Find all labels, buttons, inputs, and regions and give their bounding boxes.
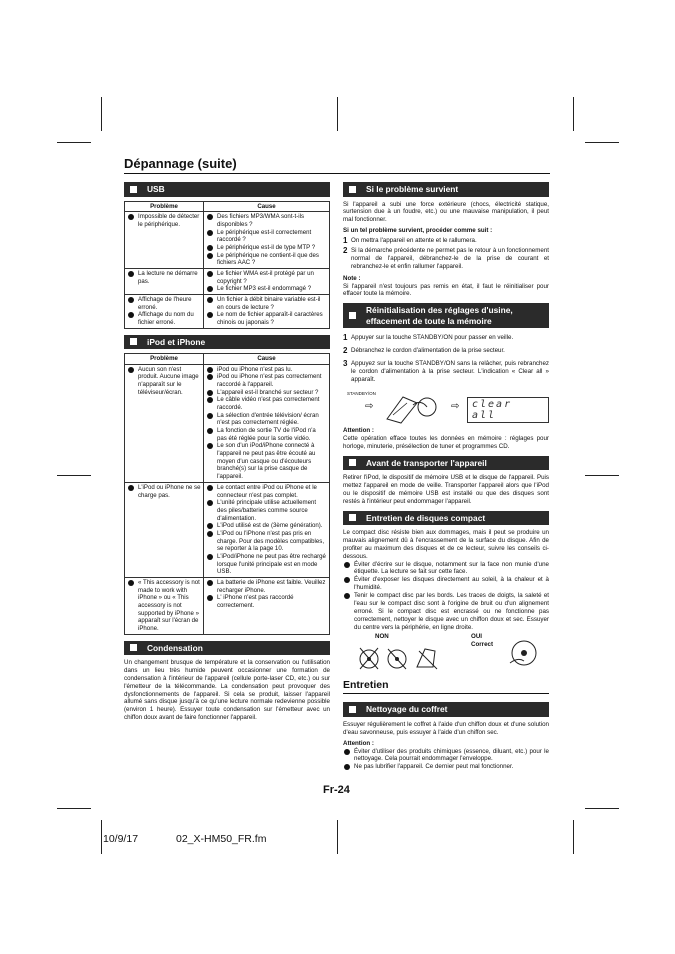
- cleaning-heading-text: Nettoyage du coffret: [366, 704, 448, 715]
- bullet-icon: [128, 214, 134, 220]
- problem-subheading: Si un tel problème survient, procéder comme suit :: [343, 227, 493, 235]
- usb-cause-item: [206, 285, 327, 293]
- ipod-cause-item: [206, 427, 327, 442]
- cleaning-attention-label: Attention :: [343, 739, 374, 747]
- bullet-icon: [128, 367, 134, 373]
- ipod-cause-text: Le câble vidéo n'est pas correctement raccordé.: [217, 396, 320, 412]
- condensation-heading-text: Condensation: [147, 642, 203, 653]
- ipod-cause-item: [206, 484, 327, 499]
- crop-mark: [101, 97, 102, 131]
- usb-cause-item: [206, 252, 327, 267]
- ipod-cause-text: iPod ou iPhone n'est pas correctement raccordé à l'appareil.: [217, 373, 322, 389]
- crop-mark: [573, 97, 574, 131]
- reset-heading: [343, 303, 549, 328]
- ipod-cause-text: iPod ou iPhone n'est pas lu.: [217, 365, 293, 373]
- usb-problem-text: Impossible de détecter le périphérique.: [138, 213, 200, 228]
- problem-heading-text: Si le problème survient: [366, 184, 459, 194]
- footer-file: 02_X-HM50_FR.fm: [176, 833, 267, 845]
- usb-col-problem: Problème: [125, 201, 204, 212]
- label-correct: Correct: [471, 641, 494, 649]
- problem-note-label: Note :: [343, 274, 361, 282]
- problem-step: 1 On mettra l'appareil en attente et le rallumera.: [343, 236, 477, 245]
- ipod-row: [125, 577, 330, 634]
- crop-mark: [337, 97, 338, 131]
- cleaning-heading: [343, 702, 549, 717]
- usb-cause-list: [206, 213, 327, 267]
- bullet-icon: [344, 749, 350, 755]
- left-column: [124, 182, 330, 722]
- ipod-cause-text: L'appareil est-il branché sur secteur ?: [217, 388, 319, 396]
- usb-cause-item: [206, 296, 327, 311]
- usb-problem-cell: [125, 294, 204, 328]
- condensation-heading: [124, 641, 330, 656]
- usb-problem-list: [127, 213, 201, 228]
- usb-cause-cell: [204, 212, 330, 269]
- reset-step: 2 Débranchez le cordon d'alimentation de la prise secteur.: [343, 346, 505, 356]
- bullet-icon: [207, 286, 213, 292]
- ipod-problem-text: « This accessory is not made to work with iPhone » ou « This accessory is not supported by iPhone » apparaît sur l'écran de iPhone.: [138, 578, 200, 632]
- bullet-icon: [344, 562, 350, 568]
- ipod-problem-item: [127, 484, 201, 499]
- maintenance-heading: Entretien: [343, 679, 389, 692]
- bullet-icon: [344, 593, 350, 599]
- page-number: Fr-24: [323, 784, 350, 796]
- bullet-icon: [207, 413, 213, 419]
- bullet-icon: [207, 443, 213, 449]
- square-icon: [349, 312, 356, 319]
- usb-problem-cell: [125, 268, 204, 294]
- ipod-problem-list: [127, 366, 201, 397]
- usb-cause-text: Le fichier WMA est-il protégé par un copyright ?: [217, 269, 314, 285]
- reset-step: 1 Appuyer sur la touche STANDBY/ON pour passer en veille.: [343, 333, 514, 343]
- bullet-icon: [128, 580, 134, 586]
- ipod-heading-text: iPod et iPhone: [147, 336, 206, 347]
- bullet-icon: [207, 523, 213, 529]
- usb-problem-text: La lecture ne démarre pas.: [138, 269, 198, 285]
- reset-step: 3 Appuyez sur la touche STANDBY/ON sans la relâcher, puis rebranchez le cordon d'alimentation à la prise secteur. L'indication « Clear all » apparaît.: [343, 359, 549, 383]
- ipod-cause-cell: [204, 364, 330, 482]
- square-icon: [349, 706, 356, 713]
- crop-mark: [585, 475, 619, 476]
- ipod-cause-item: [206, 594, 327, 609]
- usb-problem-item: [127, 213, 201, 228]
- problem-note: Si l'appareil n'est toujours pas remis en état, il faut le réinitialiser pour effacer toute la mémoire.: [343, 282, 549, 298]
- footer-date: 10/9/17: [103, 833, 139, 845]
- ipod-cause-text: L'iPod/iPhone ne peut pas être rechargé lorsque l'unité principale est en mode USB.: [217, 552, 326, 576]
- ipod-cause-cell: [204, 482, 330, 577]
- transport-heading: [343, 456, 549, 471]
- power-plug-icon: [383, 389, 443, 425]
- bullet-icon: [207, 595, 213, 601]
- ipod-problem-cell: [125, 577, 204, 634]
- transport-text: Retirer l'iPod, le dispositif de mémoire USB et le disque de l'appareil. Puis mettez l'appareil en mode de veille. Transporter l'appareil alors que l'iPod ou le dispositif de mémoire USB est installé ou que des disques sont restés à l'intérieur peut endommager l'appareil.: [343, 474, 549, 505]
- usb-cause-list: [206, 270, 327, 293]
- disc-wrong-icon: [355, 643, 445, 671]
- bullet-icon: [207, 312, 213, 318]
- square-icon: [349, 459, 356, 466]
- reset-heading-text: Réinitialisation des réglages d'usine, effacement de toute la mémoire: [366, 305, 513, 326]
- ipod-cause-text: Le contact entre iPod ou iPhone et le connecteur n'est pas complet.: [217, 483, 317, 499]
- reset-illustration: [343, 387, 549, 427]
- lcd-display: clear all: [467, 397, 549, 423]
- ipod-cause-list: [206, 366, 327, 481]
- problem-step-text: On mettra l'appareil en attente et le rallumera.: [351, 237, 477, 244]
- condensation-text: Un changement brusque de température et la conservation ou l'utilisation dans un lieu très humide peuvent occasionner une formation de condensation à l'intérieur de l'appareil (cellule porte-laser CD, etc.) ou sur l'émetteur de la télécommande. La condensation peut provoquer des dysfonctionnements de l'appareil. Si cela se produit, laisser l'appareil allumé sans disque jusqu'à ce qu'une lecture normale redevienne possible (environ 1 heure). Essuyer toute condensation sur l'émetteur avec un chiffon doux avant de faire fonctionner l'appareil.: [124, 659, 330, 722]
- ipod-cause-text: La batterie de iPhone est faible. Veuillez recharger iPhone.: [217, 578, 326, 594]
- ipod-col-problem: Problème: [125, 354, 204, 365]
- disc-care-bullet-text: Tenir le compact disc par les bords. Les traces de doigts, la saleté et l'eau sur le compact disc sont à l'origine de bruit ou d'un alignement erroné. Si le compact disc est encrassé ou ne fonctionne pas correctement, nettoyer le disque avec un chiffon doux et sec. Essuyer du centre vers la périphérie, en ligne droite.: [354, 592, 549, 631]
- bullet-icon: [207, 500, 213, 506]
- ipod-cause-list: [206, 484, 327, 576]
- bullet-icon: [207, 485, 213, 491]
- bullet-icon: [344, 577, 350, 583]
- ipod-heading: [124, 335, 330, 350]
- ipod-row: [125, 364, 330, 482]
- bullet-icon: [207, 245, 213, 251]
- usb-cause-text: Le fichier MP3 est-il endommagé ?: [217, 285, 312, 293]
- disc-care-bullet-text: Éviter d'exposer les disques directement au soleil, à la chaleur et à l'humidité.: [354, 576, 549, 592]
- bullet-icon: [207, 390, 213, 396]
- disc-care-illustration: [343, 633, 549, 673]
- usb-cause-text: Un fichier à débit binaire variable est-il en cours de lecture ?: [217, 295, 321, 311]
- usb-problem-cell: [125, 212, 204, 269]
- bullet-icon: [207, 367, 213, 373]
- ipod-cause-text: Le son d'un iPod/iPhone connecté à l'appareil ne peut pas être écouté au moyen d'un casque ou d'écouteurs branché(s) sur la prise casque de l'appareil.: [217, 442, 316, 481]
- ipod-cause-text: L'unité principale utilise actuellement des piles/batteries comme source d'alimentation.: [217, 499, 317, 522]
- ipod-problem-item: [127, 579, 201, 633]
- crop-mark: [585, 142, 619, 143]
- bullet-icon: [128, 312, 134, 318]
- usb-problem-list: [127, 270, 201, 285]
- ipod-problem-cell: [125, 364, 204, 482]
- cleaning-bullet: [343, 763, 549, 771]
- ipod-table: [124, 353, 330, 635]
- bullet-icon: [128, 271, 134, 277]
- problem-heading: [343, 182, 549, 197]
- ipod-cause-cell: [204, 577, 330, 634]
- usb-row: [125, 268, 330, 294]
- usb-col-cause: Cause: [204, 201, 330, 212]
- usb-cause-item: [206, 270, 327, 285]
- crop-mark: [573, 820, 574, 854]
- usb-problem-item: [127, 311, 201, 326]
- square-icon: [130, 186, 137, 193]
- bullet-icon: [128, 297, 134, 303]
- bullet-icon: [207, 253, 213, 259]
- usb-cause-cell: [204, 268, 330, 294]
- ipod-cause-text: L'iPod utilisé est de (3ème génération).: [217, 522, 323, 530]
- bullet-icon: [207, 554, 213, 560]
- disc-correct-icon: [508, 637, 542, 669]
- arrow-right-icon: ⇨: [365, 400, 374, 412]
- cleaning-bullet: [343, 748, 549, 764]
- reset-step-text: Débranchez le cordon d'alimentation de la prise secteur.: [351, 347, 505, 355]
- square-icon: [130, 644, 137, 651]
- usb-cause-text: Le nom de fichier apparaît-il caractères chinois ou japonais ?: [217, 311, 323, 326]
- usb-problem-item: [127, 296, 201, 311]
- usb-table-body: [125, 212, 330, 328]
- standby-button-label: STANDBY/ON: [347, 390, 376, 396]
- bullet-icon: [207, 397, 213, 403]
- ipod-cause-item: [206, 373, 327, 388]
- crop-mark: [101, 820, 102, 854]
- ipod-cause-item: [206, 522, 327, 530]
- usb-heading-text: USB: [147, 184, 165, 194]
- bullet-icon: [207, 297, 213, 303]
- ipod-cause-item: [206, 412, 327, 427]
- usb-cause-text: Le périphérique est-il de type MTP ?: [217, 243, 316, 251]
- disc-care-bullet-text: Éviter d'écrire sur le disque, notamment sur la face non munie d'une étiquette. La lecture se fait sur cette face.: [354, 560, 549, 576]
- crop-mark: [337, 820, 338, 854]
- transport-heading-text: Avant de transporter l'appareil: [366, 457, 487, 468]
- ipod-problem-text: Aucun son n'est produit. Aucune image n'apparaît sur le téléviseur/écran.: [138, 365, 199, 396]
- disc-care-intro: Le compact disc résiste bien aux dommages, mais il peut se produire un mauvais alignement dû à l'encrassement de la surface du disque. Afin de profiter au maximum des disques et de ce lecteur, suivre les conseils ci-dessous.: [343, 529, 549, 560]
- usb-cause-text: Des fichiers MP3/WMA sont-t-ils disponibles ?: [217, 213, 305, 228]
- ipod-cause-item: [206, 366, 327, 374]
- problem-step-text: Si la démarche précédente ne permet pas le retour à un fonctionnement normal de l'appareil, débranchez-le de la prise de courant et rebranchez-le et enfin rallumer l'appareil.: [351, 247, 549, 270]
- usb-cause-item: [206, 244, 327, 252]
- usb-row: [125, 294, 330, 328]
- usb-table: [124, 201, 330, 329]
- usb-cause-cell: [204, 294, 330, 328]
- ipod-cause-item: [206, 389, 327, 397]
- square-icon: [349, 186, 356, 193]
- cleaning-bullet-text: Ne pas lubrifier l'appareil. Ce dernier peut mal fonctionner.: [354, 763, 514, 771]
- problem-intro: Si l'appareil a subi une force extérieure (chocs, électricité statique, surtension due à un foudre, etc.) ou une mauvaise manipulation, il peut mal fonctionner.: [343, 200, 549, 224]
- usb-problem-list: [127, 296, 201, 327]
- ipod-cause-text: La fonction de sortie TV de l'iPod n'a pas été réglée pour la sortie vidéo.: [217, 427, 316, 442]
- ipod-cause-list: [206, 579, 327, 610]
- maintenance-rule: [343, 693, 549, 694]
- problem-step: 2 Si la démarche précédente ne permet pas le retour à un fonctionnement normal de l'appareil, débranchez-le de la prise de courant et rebranchez-le et enfin rallumer l'appareil.: [343, 246, 549, 270]
- reset-step-text: Appuyer sur la touche STANDBY/ON pour passer en veille.: [351, 334, 514, 342]
- ipod-problem-list: [127, 484, 201, 499]
- crop-mark: [57, 808, 91, 809]
- ipod-problem-text: L'iPod ou iPhone ne se charge pas.: [138, 483, 201, 499]
- bullet-icon: [207, 271, 213, 277]
- reset-attention: Cette opération efface toutes les données en mémoire : réglages pour horloge, minuterie, présélection de tuner et programmes CD.: [343, 434, 549, 450]
- crop-mark: [585, 808, 619, 809]
- ipod-table-body: [125, 364, 330, 634]
- ipod-cause-text: L'iPod ou l'iPhone n'est pas pris en charge. Pour des modèles compatibles, se reporter à la page 10.: [217, 529, 325, 553]
- disc-care-heading: [343, 511, 549, 526]
- usb-cause-item: [206, 213, 327, 228]
- square-icon: [130, 338, 137, 345]
- ipod-cause-text: La sélection d'entrée télévision/ écran n'est pas correctement réglée.: [217, 411, 319, 427]
- disc-care-bullet: [343, 592, 549, 631]
- bullet-icon: [207, 428, 213, 434]
- disc-care-bullet: [343, 561, 549, 577]
- bullet-icon: [207, 230, 213, 236]
- usb-problem-item: [127, 270, 201, 285]
- ipod-cause-item: [206, 396, 327, 411]
- crop-mark: [57, 142, 91, 143]
- ipod-cause-item: [206, 442, 327, 480]
- arrow-right-icon: ⇨: [451, 400, 460, 412]
- cleaning-text: Essuyer régulièrement le coffret à l'aide d'un chiffon doux et d'une solution d'eau savonneuse, puis essuyer à l'aide d'un chiffon sec.: [343, 720, 549, 736]
- ipod-cause-text: L' iPhone n'est pas raccordé correctement.: [217, 594, 294, 609]
- reset-attention-label: Attention :: [343, 426, 374, 434]
- ipod-problem-item: [127, 366, 201, 397]
- disc-care-bullet: [343, 576, 549, 592]
- usb-cause-text: Le périphérique est-il correctement raccordé ?: [217, 228, 312, 244]
- ipod-col-cause: Cause: [204, 354, 330, 365]
- usb-row: [125, 212, 330, 269]
- right-column: [343, 182, 549, 771]
- ipod-problem-list: [127, 579, 201, 633]
- title-rule: [124, 173, 550, 174]
- usb-heading: [124, 182, 330, 197]
- square-icon: [349, 514, 356, 521]
- label-yes: OUI: [471, 633, 483, 641]
- ipod-problem-cell: [125, 482, 204, 577]
- label-no: NON: [375, 633, 389, 641]
- bullet-icon: [207, 580, 213, 586]
- ipod-cause-item: [206, 530, 327, 553]
- disc-care-heading-text: Entretien de disques compact: [366, 512, 486, 523]
- crop-mark: [57, 475, 91, 476]
- bullet-icon: [207, 531, 213, 537]
- ipod-cause-item: [206, 553, 327, 576]
- bullet-icon: [207, 374, 213, 380]
- ipod-cause-item: [206, 579, 327, 594]
- usb-cause-item: [206, 311, 327, 326]
- usb-cause-item: [206, 229, 327, 244]
- usb-cause-text: Le périphérique ne contient-il que des fichiers AAC ?: [217, 251, 319, 267]
- bullet-icon: [207, 214, 213, 220]
- usb-problem-text: Affichage de l'heure erroné.: [138, 295, 192, 311]
- ipod-cause-item: [206, 499, 327, 522]
- bullet-icon: [128, 485, 134, 491]
- reset-step-text: Appuyez sur la touche STANDBY/ON sans la relâcher, puis rebranchez le cordon d'alimentation à la prise secteur. L'indication « Clear all » apparaît.: [351, 360, 549, 383]
- cleaning-bullet-text: Éviter d'utiliser des produits chimiques (essence, diluant, etc.) pour le nettoyage. Cela pourrait endommager l'enveloppe.: [354, 747, 549, 763]
- usb-problem-text: Affichage du nom du fichier erroné.: [138, 311, 194, 326]
- page-title: Dépannage (suite): [124, 156, 237, 171]
- bullet-icon: [344, 764, 350, 770]
- usb-cause-list: [206, 296, 327, 327]
- ipod-row: [125, 482, 330, 577]
